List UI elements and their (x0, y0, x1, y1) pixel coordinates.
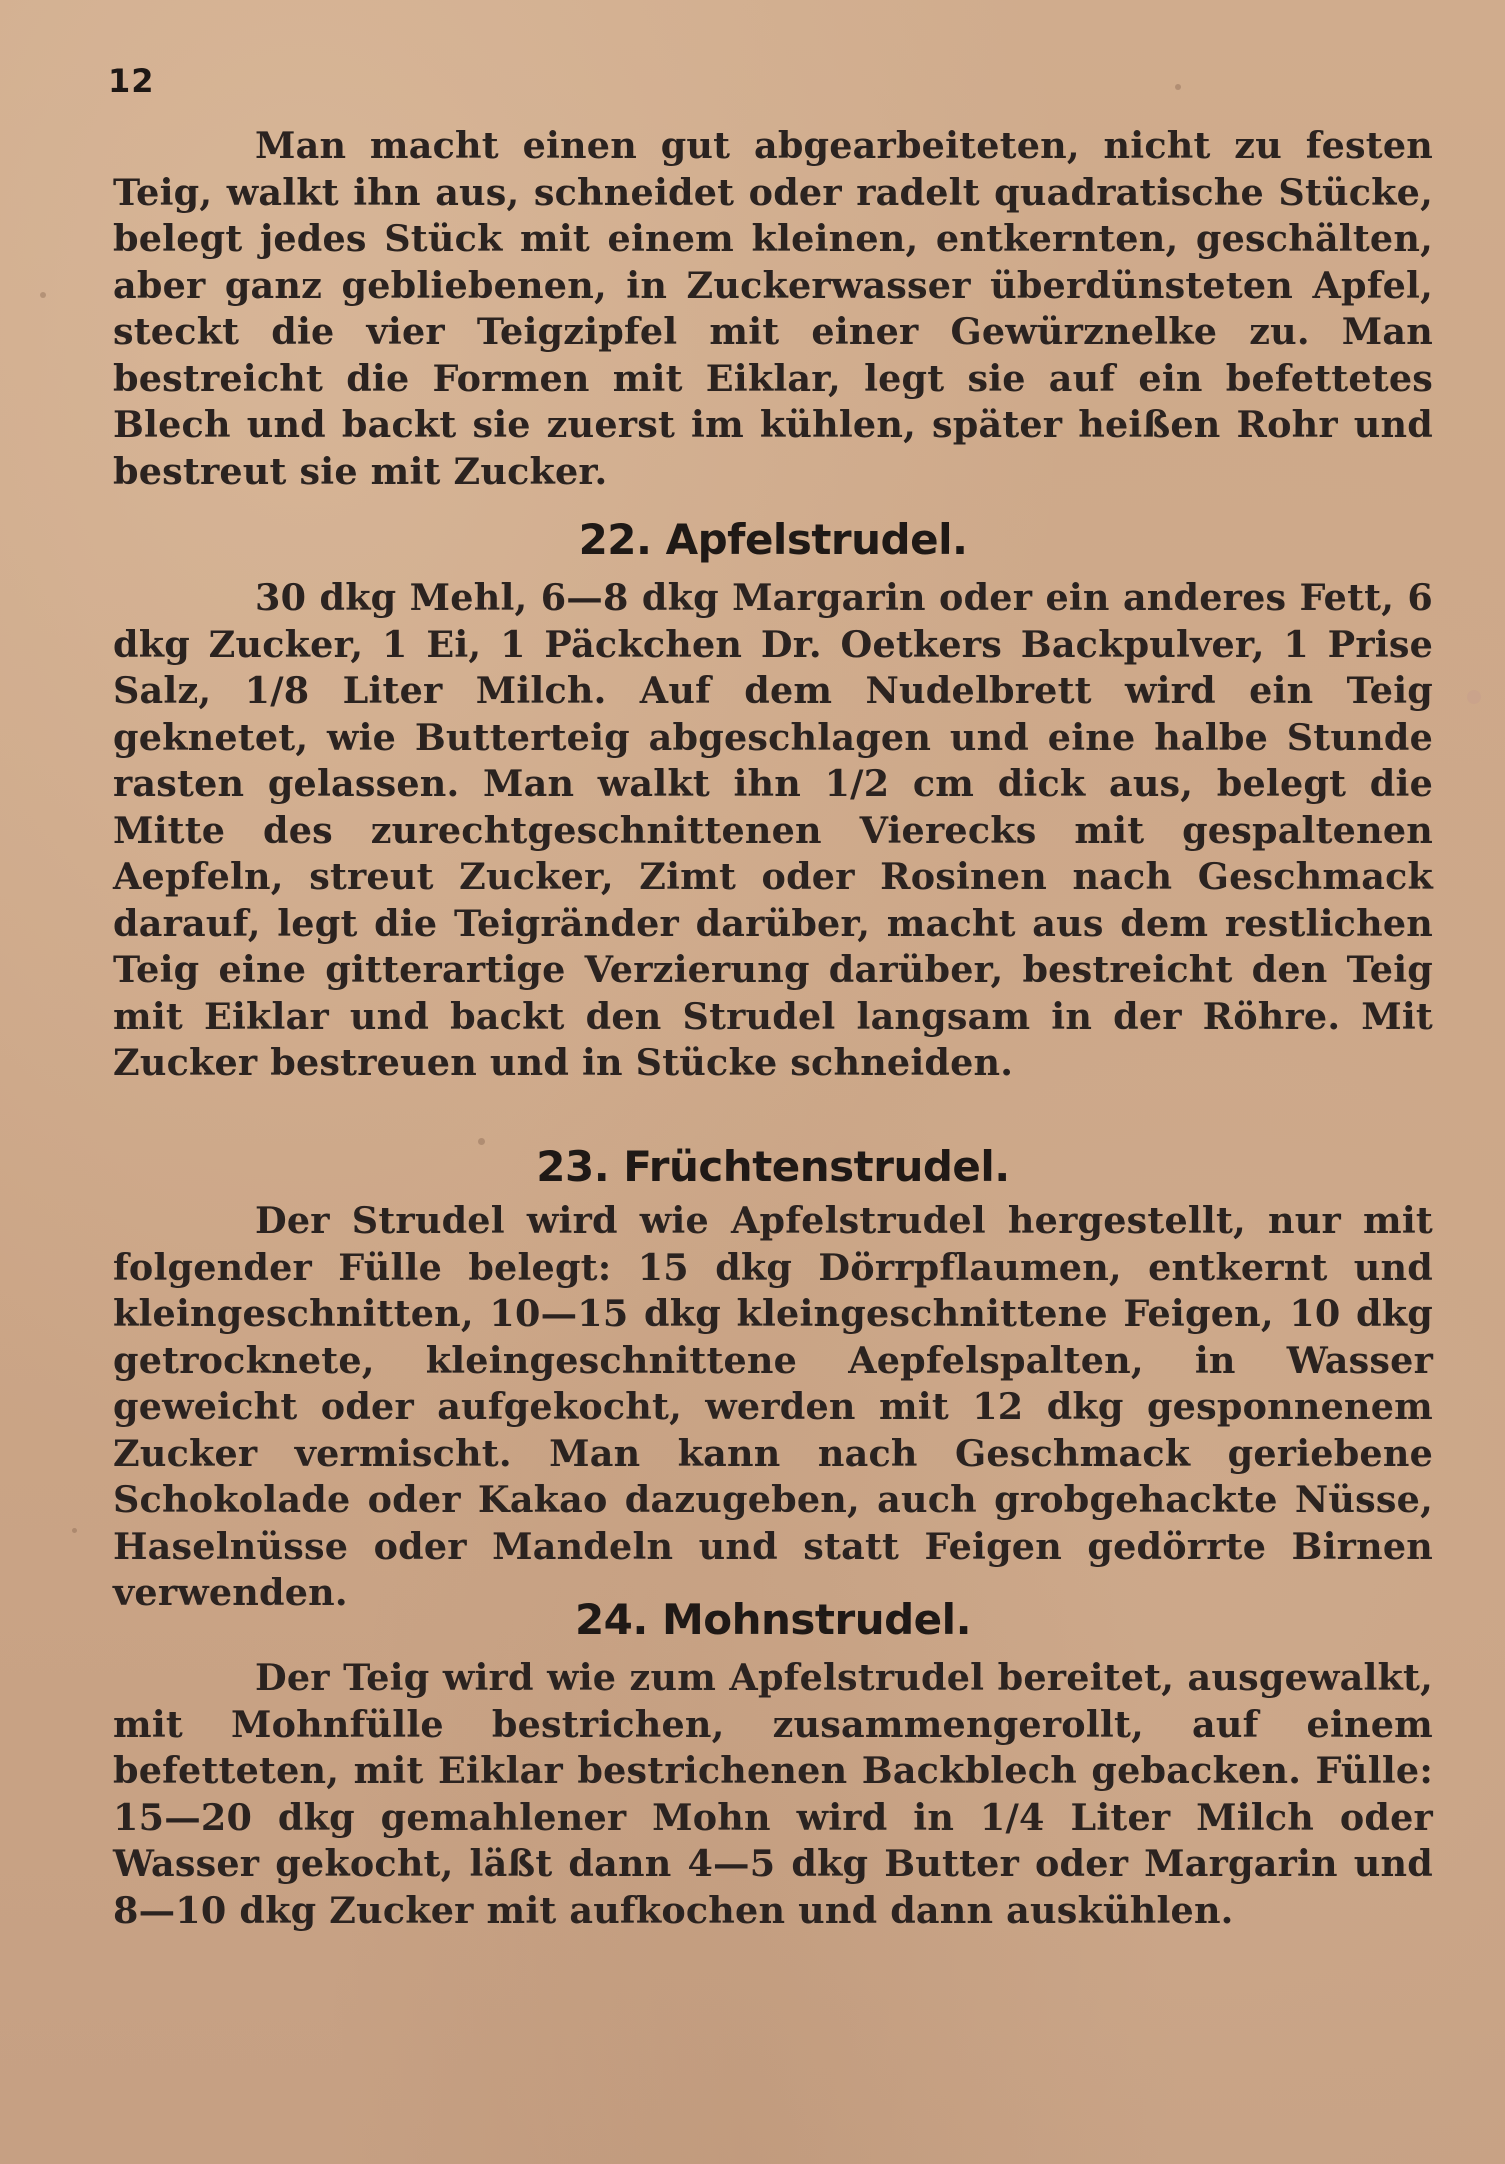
recipe-title: 23. Früchtenstrudel. (536, 1142, 1010, 1191)
recipe-paragraph: Der Teig wird wie zum Apfelstrudel bereitet, ausgewalkt, mit Mohnfülle bestrichen, zusammengerollt, auf einem befetteten, mit Eiklar bestrichenen Backblech gebacken. Fülle: 15—20 dkg gemahlener Mohn wird in 1/4 Liter Milch oder Wasser gekocht, läßt dann 4—5 dkg Butter oder Margarin und 8—10 dkg Zucker mit aufkochen und dann auskühlen. (113, 1656, 1433, 1932)
paper-speck (1175, 84, 1181, 90)
paper-speck (1467, 690, 1481, 704)
intro-paragraph: Man macht einen gut abgearbeiteten, nicht zu festen Teig, walkt ihn aus, schneidet oder radelt quadratische Stücke, belegt jedes Stück mit einem kleinen, entkernten, geschälten, aber ganz gebliebenen, in Zuckerwasser überdünsteten Apfel, steckt die vier Teigzipfel mit einer Gewürznelke zu. Man bestreicht die Formen mit Eiklar, legt sie auf ein befettetes Blech und backt sie zuerst im kühlen, später heißen Rohr und bestreut sie mit Zucker. (113, 124, 1433, 493)
recipe-title: 24. Mohnstrudel. (574, 1595, 972, 1644)
paper-speck (72, 1528, 77, 1533)
recipe-title: 22. Apfelstrudel. (578, 515, 968, 564)
recipe-paragraph: 30 dkg Mehl, 6—8 dkg Margarin oder ein anderes Fett, 6 dkg Zucker, 1 Ei, 1 Päckchen Dr. Oetkers Backpulver, 1 Prise Salz, 1/8 Liter Milch. Auf dem Nudelbrett wird ein Teig geknetet, wie Butterteig abgeschlagen und eine halbe Stunde rasten gelassen. Man walkt ihn 1/2 cm dick aus, belegt die Mitte des zurechtgeschnittenen Vierecks mit gespaltenen Aepfeln, streut Zucker, Zimt oder Rosinen nach Geschmack darauf, legt die Teigränder darüber, macht aus dem restlichen Teig eine gitterartige Verzierung darüber, bestreicht den Teig mit Eiklar und backt den Strudel langsam in der Röhre. Mit Zucker bestreuen und in Stücke schneiden. (113, 576, 1433, 1084)
recipe-section (113, 575, 1433, 1087)
recipe-section (113, 1655, 1433, 1934)
paper-speck (40, 292, 46, 298)
recipe-section (113, 1198, 1433, 1617)
page-number: 12 (108, 62, 155, 100)
recipe-paragraph: Der Strudel wird wie Apfelstrudel hergestellt, nur mit folgender Fülle belegt: 15 dkg Dörrpflaumen, entkernt und kleingeschnitten, 10—15 dkg kleingeschnittene Feigen, 10 dkg getrocknete, kleingeschnittene Aepfelspalten, in Wasser geweicht oder aufgekocht, werden mit 12 dkg gesponnenem Zucker vermischt. Man kann nach Geschmack geriebene Schokolade oder Kakao dazugeben, auch grobgehackte Nüsse, Haselnüsse oder Mandeln und statt Feigen gedörrte Birnen verwenden. (113, 1199, 1433, 1614)
intro-section (113, 123, 1433, 495)
